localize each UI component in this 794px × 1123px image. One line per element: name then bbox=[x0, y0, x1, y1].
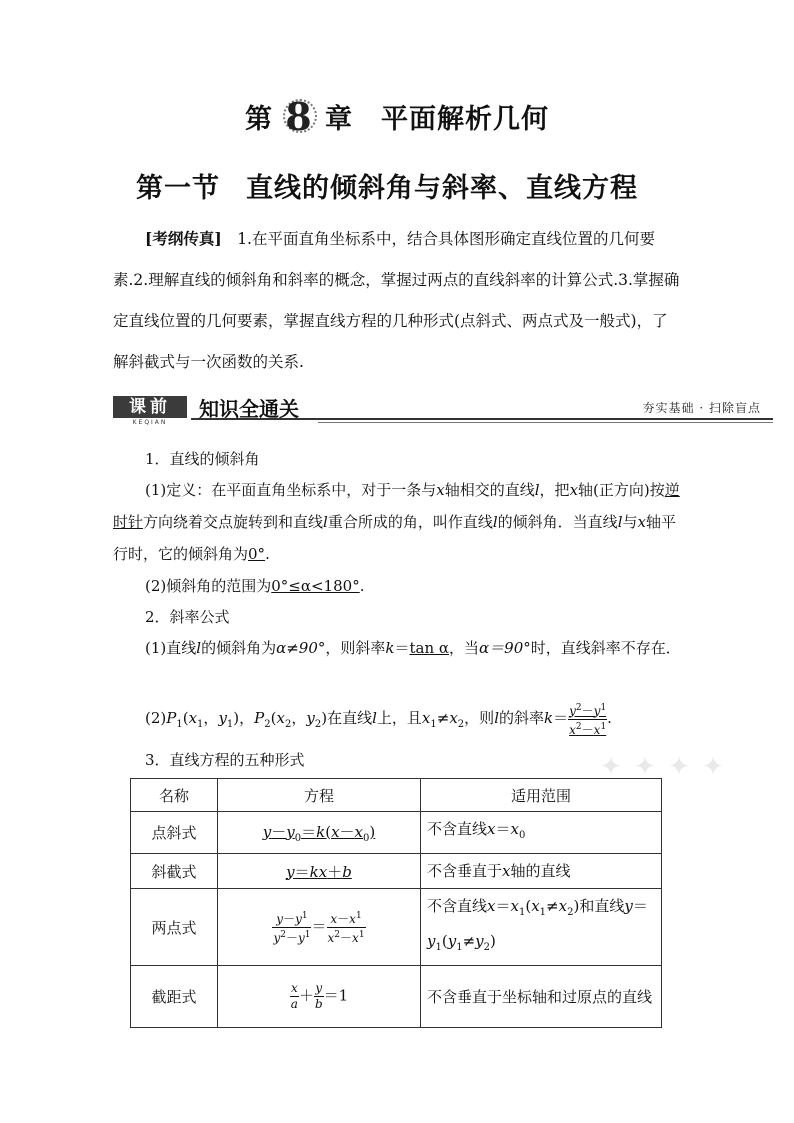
chapter-suffix: 章 bbox=[325, 104, 353, 135]
text-run: 轴相交的直线 bbox=[444, 481, 535, 499]
heading-1-text: 1．直线的倾斜角 bbox=[145, 450, 260, 468]
table-row bbox=[131, 812, 662, 854]
underlined-answer: 0°≤α<180° bbox=[271, 577, 360, 595]
chapter-heading bbox=[0, 93, 794, 143]
text-run: 轴平行时，它的倾斜角为 bbox=[113, 513, 676, 563]
banner-tag: 课前 bbox=[113, 396, 187, 418]
row-scope: 不含垂直于x轴的直线 bbox=[421, 854, 662, 889]
text-run: 重合所成的角，叫作直线 bbox=[327, 513, 493, 531]
underlined-answer: 0° bbox=[248, 545, 266, 563]
definition-paragraph: (1)定义：在平面直角坐标系中，对于一条与x轴相交的直线l，把x轴(正方向)按逆时针方向绕着交点旋转到和直线l重合所成的角，叫作直线l的倾斜角．当直线l与x轴平行时，它的倾斜角为0°. bbox=[113, 481, 680, 563]
text-run: (2) bbox=[145, 709, 167, 727]
table-header-row bbox=[131, 779, 662, 812]
text-run: 方向绕着交点旋转到和直线 bbox=[143, 513, 324, 531]
line-equation-forms-table bbox=[130, 778, 662, 1028]
banner-rule bbox=[191, 418, 773, 420]
banner-rule-thin bbox=[318, 422, 773, 423]
heading-2-text: 2．斜率公式 bbox=[145, 608, 230, 626]
row-scope: 不含直线$x=x_0$ bbox=[421, 812, 662, 854]
header-equation: 方程 bbox=[218, 779, 421, 812]
chapter-prefix: 第 bbox=[245, 104, 273, 135]
math-run: α＝90° bbox=[479, 639, 531, 657]
var-l: l bbox=[617, 513, 623, 531]
text-run: (1)直线 bbox=[145, 639, 197, 657]
banner-title: 知识全通关 bbox=[199, 397, 299, 421]
header-scope: 适用范围 bbox=[421, 779, 662, 812]
syllabus-tag: [考纲传真] bbox=[145, 229, 222, 248]
watermark: ✦ ✦ ✦ ✦ bbox=[600, 752, 726, 782]
row-equation: $y-y_0=k(x-x_0)$ bbox=[218, 812, 421, 854]
text-run: ，把 bbox=[539, 481, 570, 499]
text-run: 的倾斜角为 bbox=[201, 639, 277, 657]
two-point-paragraph: $(2)P_1(x_1$，$y_1$)，$P_2(x_2$，$y_2$)在直线l上，且$x_1\ne x_2$，则l的斜率k＝ $\frac{y^2-y^1}{x^2-x^1}$ . bbox=[145, 702, 612, 737]
section-heading bbox=[136, 166, 638, 205]
chapter-number: 8 bbox=[285, 93, 313, 139]
row-equation: $\frac{x}{a}$ ＋ $\frac{y}{b}$ ＝1 bbox=[218, 966, 421, 1028]
syllabus-paragraph bbox=[113, 218, 683, 383]
section-label: 第一节 bbox=[136, 173, 220, 204]
row-scope: 不含垂直于坐标轴和过原点的直线 bbox=[421, 966, 662, 1028]
var-l: l bbox=[372, 709, 377, 727]
row-equation: y＝kx＋b bbox=[218, 854, 421, 889]
heading-slope bbox=[113, 601, 688, 633]
slope-paragraph bbox=[113, 632, 688, 664]
underlined-answer: tan α bbox=[409, 639, 450, 657]
text-run: 上，且 bbox=[376, 709, 422, 727]
heading-incline-angle bbox=[113, 443, 688, 475]
row-scope: 不含直线$x=x_1(x_1\ne x_2)$和直线$y=y_1(y_1\ne y_2)$ bbox=[421, 889, 662, 966]
row-name: 截距式 bbox=[131, 966, 218, 1028]
text-run: 在直线 bbox=[327, 709, 373, 727]
banner-pinyin: KEQIAN bbox=[132, 419, 168, 426]
math-run: α≠90° bbox=[276, 639, 326, 657]
text-run: 与 bbox=[622, 513, 638, 531]
section-banner bbox=[113, 393, 773, 433]
syllabus-text: 1.在平面直角坐标系中，结合具体图形确定直线位置的几何要素.2.理解直线的倾斜角和斜率的概念，掌握过两点的直线斜率的计算公式.3.掌握确定直线位置的几何要素，掌握直线方程的几种形式(点斜式、两点式及一般式)，了解斜截式与一次函数的关系. bbox=[113, 230, 680, 371]
row-name: 两点式 bbox=[131, 889, 218, 966]
text-run: 轴(正方向)按 bbox=[578, 481, 665, 499]
chapter-title: 平面解析几何 bbox=[381, 104, 549, 135]
banner-subtitle: 夯实基础 · 扫除盲点 bbox=[642, 401, 761, 415]
text-run: ＝ bbox=[394, 639, 410, 657]
var-x: x bbox=[436, 481, 445, 499]
text-run: 的倾斜角．当直线 bbox=[497, 513, 618, 531]
var-l: l bbox=[534, 481, 540, 499]
slope-fraction: $\frac{y^2-y^1}{x^2-x^1}$ bbox=[569, 702, 607, 737]
header-name: 名称 bbox=[131, 779, 218, 812]
table-row bbox=[131, 854, 662, 889]
var-l: l bbox=[323, 513, 328, 531]
text-run: ，则斜率 bbox=[325, 639, 386, 657]
table-row bbox=[131, 889, 662, 966]
chapter-number-badge bbox=[279, 93, 319, 143]
text-run: ，则 bbox=[464, 709, 495, 727]
text-run: ，当 bbox=[449, 639, 480, 657]
text-run: 的斜率 bbox=[499, 709, 545, 727]
range-paragraph: (2)倾斜角的范围为0°≤α<180°. bbox=[145, 577, 365, 595]
row-name: 斜截式 bbox=[131, 854, 218, 889]
row-name: 点斜式 bbox=[131, 812, 218, 854]
row-equation: $\frac{y-y^1}{y^2-y^1}$ ＝ $\frac{x-x^1}{x^2-x^1}$ bbox=[218, 889, 421, 966]
var-l: l bbox=[492, 513, 498, 531]
var-k: k bbox=[385, 639, 395, 657]
var-l: l bbox=[494, 709, 499, 727]
text-run: (2)倾斜角的范围为 bbox=[145, 577, 272, 595]
heading-3-text: 3．直线方程的五种形式 bbox=[145, 751, 305, 769]
var-x: x bbox=[637, 513, 646, 531]
text-run: 时，直线斜率不存在． bbox=[530, 639, 681, 657]
table-row bbox=[131, 966, 662, 1028]
var-x: x bbox=[569, 481, 579, 499]
var-l: l bbox=[196, 639, 202, 657]
section-title: 直线的倾斜角与斜率、直线方程 bbox=[246, 173, 638, 204]
text-run: (1)定义：在平面直角坐标系中，对于一条与 bbox=[145, 481, 437, 499]
underlined-answer: 逆时针 bbox=[113, 481, 680, 531]
